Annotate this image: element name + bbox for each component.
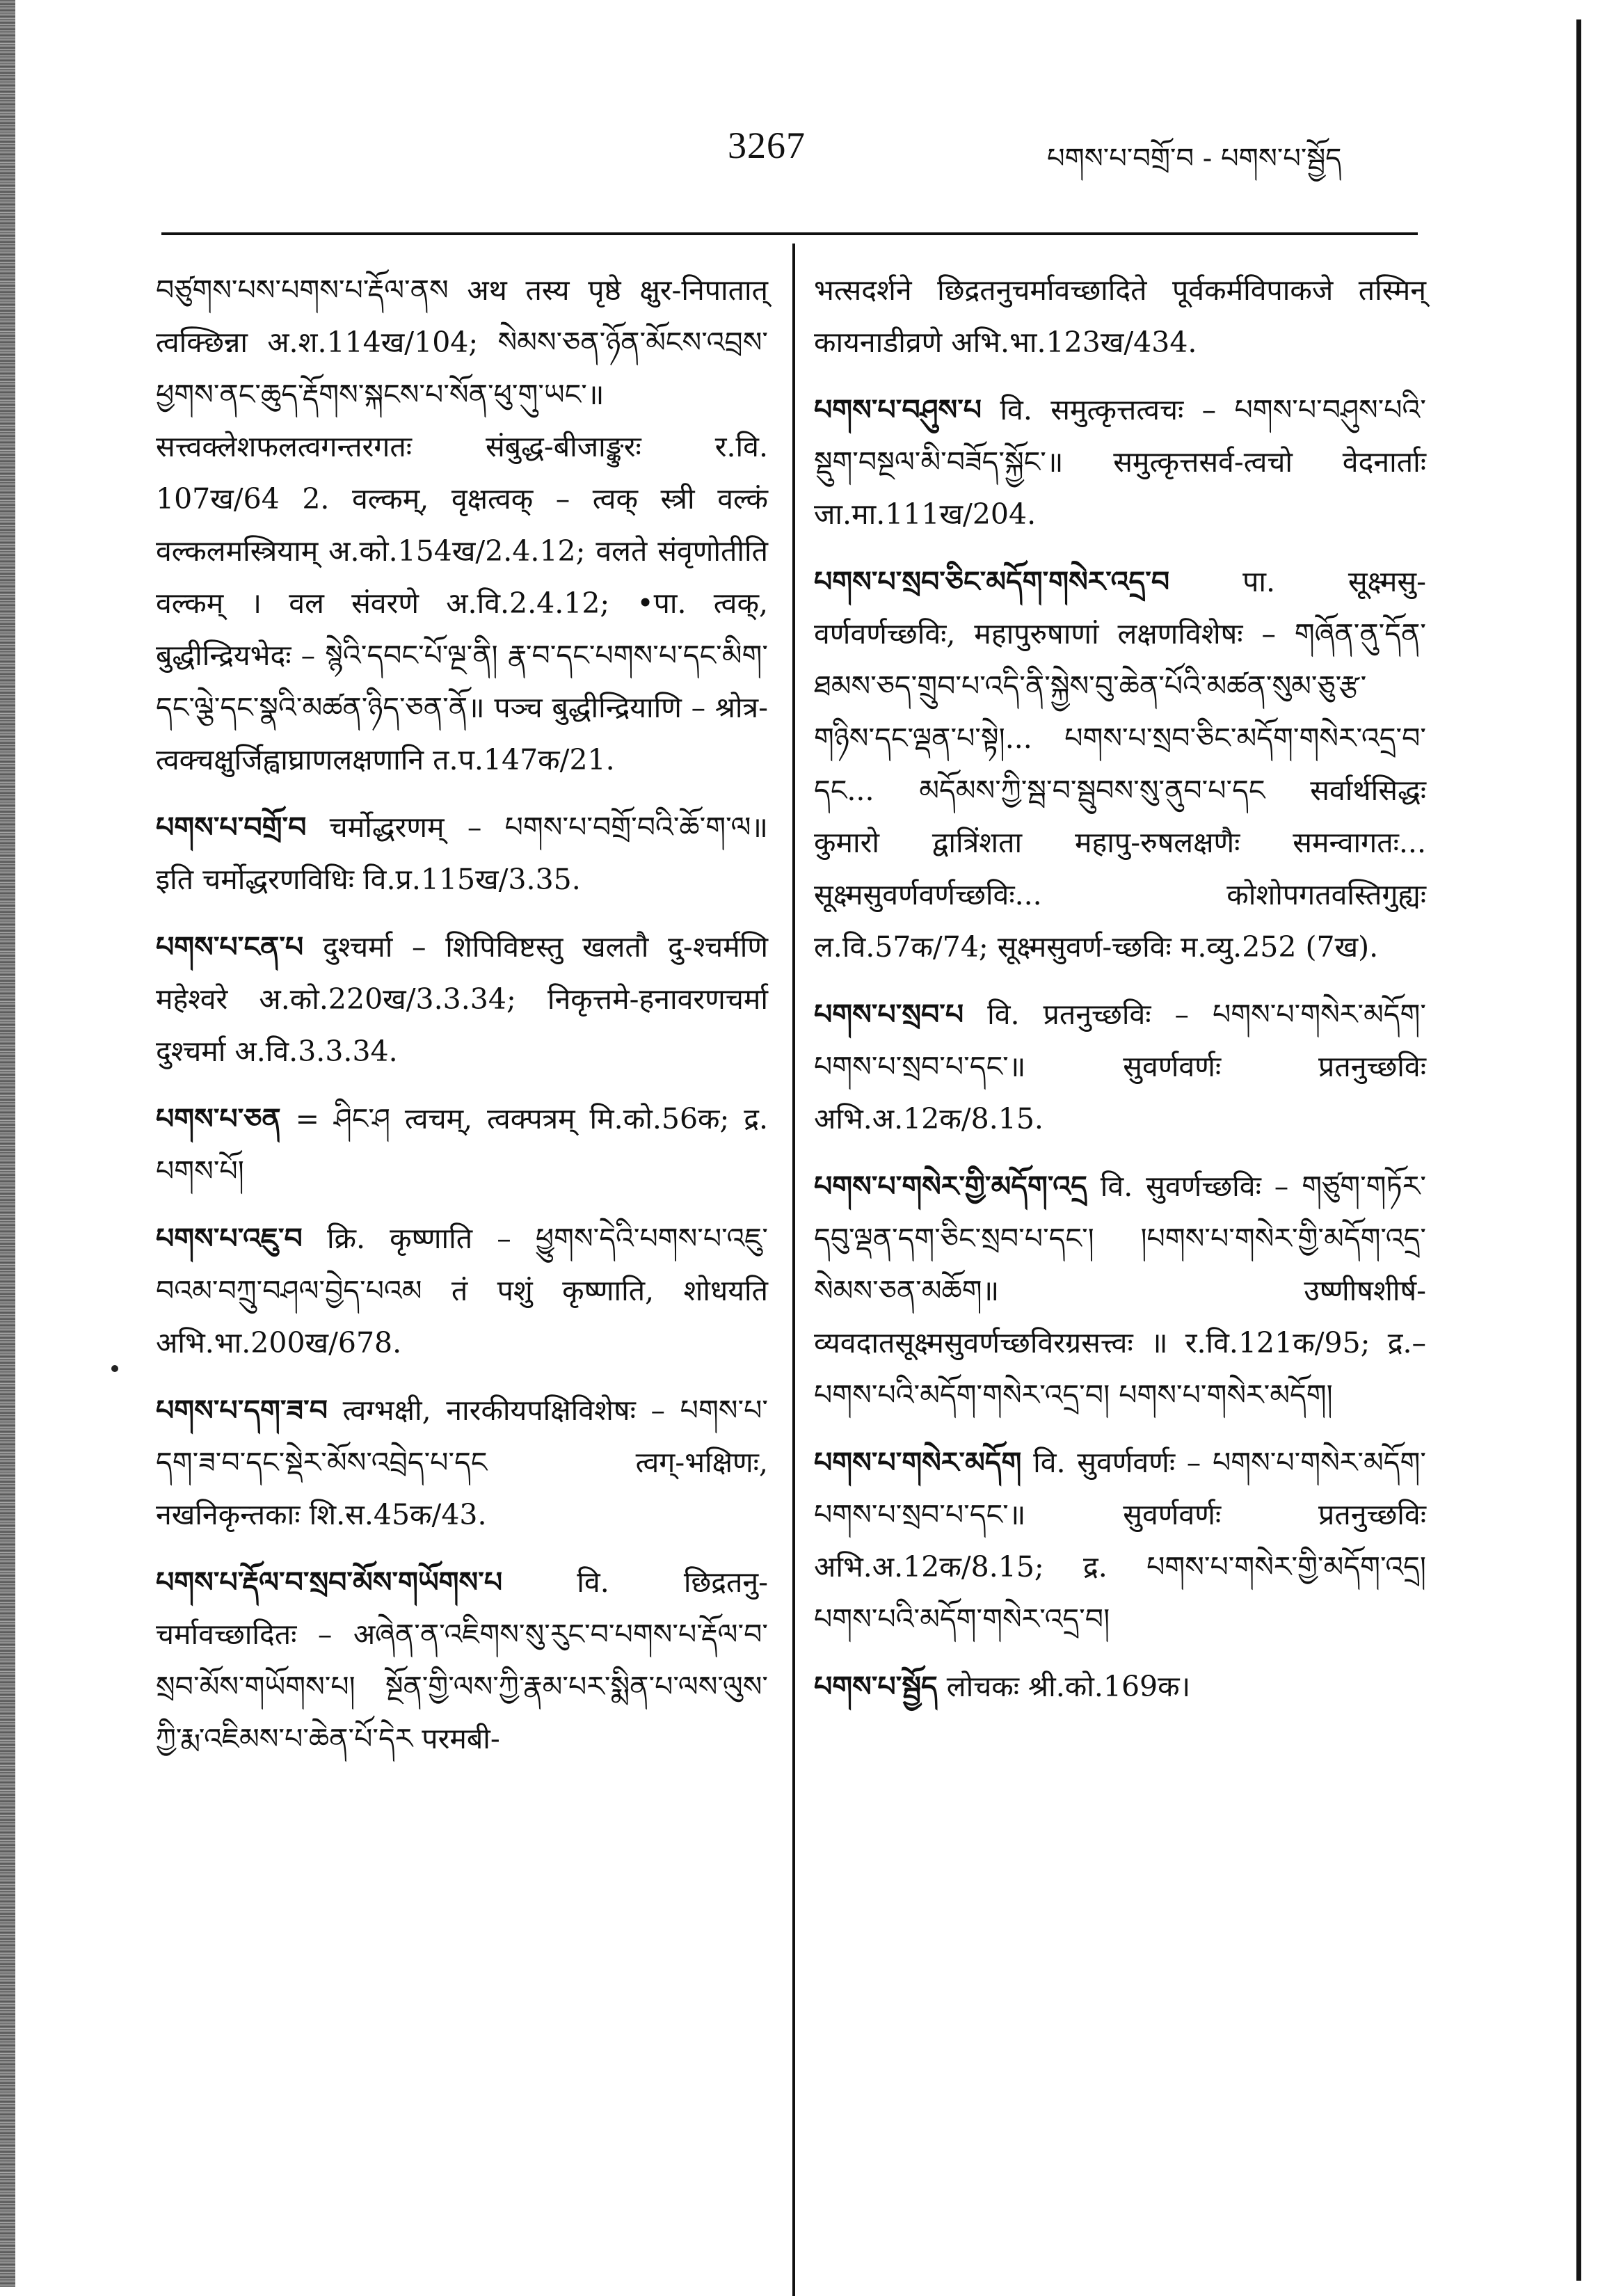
- entry-headword: པགས་པ་གསེར་མདོག: [814, 1446, 1022, 1479]
- scan-speck: [111, 1365, 118, 1372]
- entry-headword: པགས་པ་གསེར་གྱི་མདོག་འདྲ: [814, 1170, 1087, 1203]
- dictionary-entry: [156, 1385, 768, 1541]
- running-head: པགས་པ་བགྲོ་བ - པགས་པ་སྦྱོད: [1047, 143, 1342, 175]
- dictionary-entry: [156, 1093, 768, 1197]
- entry-headword: པགས་པ་བཤུས་པ: [814, 393, 982, 426]
- entry-text: वि. समुत्कृत्तत्वचः – པགས་པ་བཤུས་པའི་སྡུག་བསྔལ་མི་བཟོད་སྐྱོང་॥ समुत्कृत्तसर्व-त्वचो वेदनार्ताः जा.मा.111ख/204.: [814, 393, 1426, 531]
- right-column: [814, 264, 1426, 1728]
- entry-headword: པགས་པ་བགྲོ་བ: [156, 811, 307, 844]
- dictionary-entry: [814, 556, 1426, 973]
- entry-headword: པགས་པ་སྲབ་པ: [814, 998, 964, 1031]
- header-rule: [161, 232, 1418, 235]
- entry-text: वि. सुवर्णवर्णः – པགས་པ་གསེར་མདོག་པགས་པ་སྲབ་པ་དང་॥ सुवर्णवर्णः प्रतनुच्छविः अभि.अ.12क/8.15; द्र. པགས་པ་གསེར་གྱི་མདོག་འདྲ། པགས་པའི་མདོག་གསེར་འདྲ་བ།: [814, 1446, 1426, 1636]
- entry-text: བཙུགས་པས་པགས་པ་རྡོལ་ནས अथ तस्य पृष्ठे क्षुर-निपातात् त्वक्छिन्ना अ.श.114ख/104; སེམས་ཅན་ཉོན་མོངས་འབྲས་ཕྱགས་ནང་ཆུད་རྡོགས་སྐངས་པ་སོན་ཕུ་གུ་ཡང་॥ सत्त्वक्लेशफलत्वगन्तरगतः संबुद्ध-बीजाङ्कुरः र.वि. 107ख/64 2. वल्कम्, वृक्षत्वक् – त्वक् स्त्री वल्कं वल्कलमस्त्रियाम् अ.को.154ख/2.4.12; वलते संवृणोतीति वल्कम् । वल संवरणे अ.वि.2.4.12; •पा. त्वक्, बुद्धीन्द्रियभेदः – སྙེའི་དབང་པོ་ལྔ་ནི། རྣ་བ་དང་པགས་པ་དང་མིག་དང་ལྕེ་དང་སྣའི་མཚན་ཉིད་ཅན་ནོ॥ पञ्च बुद्धीन्द्रियाणि – श्रोत्र-त्वक्चक्षुर्जिह्वाघ्राणलक्षणानि त.प.147क/21.: [156, 273, 768, 776]
- entry-text: वि. प्रतनुच्छविः – པགས་པ་གསེར་མདོག་པགས་པ་སྲབ་པ་དང་॥ सुवर्णवर्णः प्रतनुच्छविः अभि.अ.12क/8.15.: [814, 998, 1426, 1135]
- dictionary-entry: [814, 384, 1426, 541]
- left-column: [156, 264, 768, 1780]
- dictionary-entry: [814, 1437, 1426, 1645]
- entry-text: भत्सदर्शने छिद्रतनुचर्मावच्छादिते पूर्वकर्मविपाकजे तस्मिन् कायनाडीव्रणे अभि.भा.123ख/434.: [814, 273, 1426, 359]
- entry-text: दुश्चर्मा – शिपिविष्टस्तु खलतौ दु-श्चर्मणि महेश्वरे अ.को.220ख/3.3.34; निकृत्तमे-हनावरणचर्मा दुश्चर्मा अ.वि.3.3.34.: [156, 930, 768, 1068]
- entry-headword: པགས་པ་རྡོལ་བ་སྲབ་མོས་གཡོགས་པ: [156, 1565, 503, 1599]
- entry-text: लोचकः श्री.को.169क।: [946, 1670, 1191, 1703]
- entry-text: पा. सूक्ष्मसु-वर्णवर्णच्छविः, महापुरुषाणां लक्षणविशेषः – གཞོན་ནུ་དོན་ཐམས་ཅད་གྲུབ་པ་འདི་ནི་སྐྱེས་བུ་ཆེན་པོའི་མཚན་སུམ་ཅུ་རྩ་གཉིས་དང་ལྡན་པ་སྟེ།... པགས་པ་སྲབ་ཅིང་མདོག་གསེར་འདྲ་བ་དང... མདོམས་ཀྱི་སྦ་བ་སྦུབས་སུ་ནུབ་པ་དང सर्वार्थसिद्धः कुमारो द्वात्रिंशता महापु-रुषलक्षणैः समन्वागतः... सूक्ष्मसुवर्णवर्णच्छविः... कोशोपगतवस्तिगुह्यः ल.वि.57क/74; सूक्ष्मसुवर्ण-च्छविः म.व्यु.252 (7ख).: [814, 565, 1426, 964]
- dictionary-entry: [814, 1161, 1426, 1421]
- entry-text: त्वग्भक्षी, नारकीयपक्षिविशेषः – པགས་པ་དག་ཟ་བ་དང་སྡེར་མོས་འབྲེད་པ་དང त्वग्-भक्षिणः, नखनिकृन्तकाः शि.स.45क/43.: [156, 1394, 768, 1531]
- scan-edge-strip: [0, 0, 15, 2287]
- dictionary-entry: [156, 1556, 768, 1765]
- entry-text: = ཤིང་ཤ त्वचम्, त्वक्पत्रम् मि.को.56क; द्र. པགས་པོ།: [156, 1102, 768, 1188]
- page-number: 3267: [728, 125, 806, 166]
- dictionary-entry: [814, 264, 1426, 369]
- entry-text: वि. छिद्रतनु-चर्मावच्छादितः – अཞེན་ན་འཇིགས་སུ་རུང་བ་པགས་པ་རྡོལ་བ་སྲབ་མོས་གཡོགས་པ། སྔོན་གྱི་ལས་ཀྱི་རྣམ་པར་སྨིན་པ་ལས་ལུས་ཀྱི་རྨ་འཇིམས་པ་ཆེན་པོ་དེར परमबी-: [156, 1565, 768, 1755]
- dictionary-entry: [814, 989, 1426, 1145]
- dictionary-entry: [156, 1213, 768, 1369]
- entry-headword: པགས་པ་སྦྱོད: [814, 1670, 938, 1703]
- column-divider: [792, 244, 795, 2296]
- entry-headword: པགས་པ་དག་ཟ་བ: [156, 1394, 328, 1427]
- entry-text: क्रि. कृष्णाति – ཕྱུགས་དེའི་པགས་པ་འཇུ་བའམ་བཀྲུ་བཤལ་བྱེད་པའམ तं पशुं कृष्णाति, शोधयति अभि.भा.200ख/678.: [156, 1222, 768, 1360]
- dictionary-entry: [156, 264, 768, 786]
- entry-headword: པགས་པ་སྲབ་ཅིང་མདོག་གསེར་འདྲ་བ: [814, 565, 1170, 598]
- dictionary-entry: [156, 802, 768, 906]
- dictionary-entry: [156, 921, 768, 1078]
- entry-headword: པགས་པ་ངན་པ: [156, 930, 304, 964]
- entry-headword: པགས་པ་ཅན: [156, 1102, 281, 1135]
- scan-edge-line: [1576, 19, 1581, 2281]
- dictionary-entry: [814, 1661, 1426, 1713]
- entry-text: चर्मोद्धरणम् – པགས་པ་བགྲོ་བའི་ཆོ་ག་ལ॥ इति चर्मोद्धरणविधिः वि.प्र.115ख/3.35.: [156, 811, 768, 896]
- entry-headword: པགས་པ་འཇུ་བ: [156, 1222, 303, 1255]
- entry-text: वि. सुवर्णच्छविः – གཙུག་གཏོར་དབུ་ལྡན་དག་ཅིང་སྲབ་པ་དང་། །པགས་པ་གསེར་གྱི་མདོག་འདྲ་སེམས་ཅན་མཆོག॥ उष्णीषशीर्ष-व्यवदातसूक्ष्मसुवर्णच्छविरग्रसत्त्वः ॥ र.वि.121क/95; द्र.– པགས་པའི་མདོག་གསེར་འདྲ་བ། པགས་པ་གསེར་མདོག།: [814, 1170, 1426, 1412]
